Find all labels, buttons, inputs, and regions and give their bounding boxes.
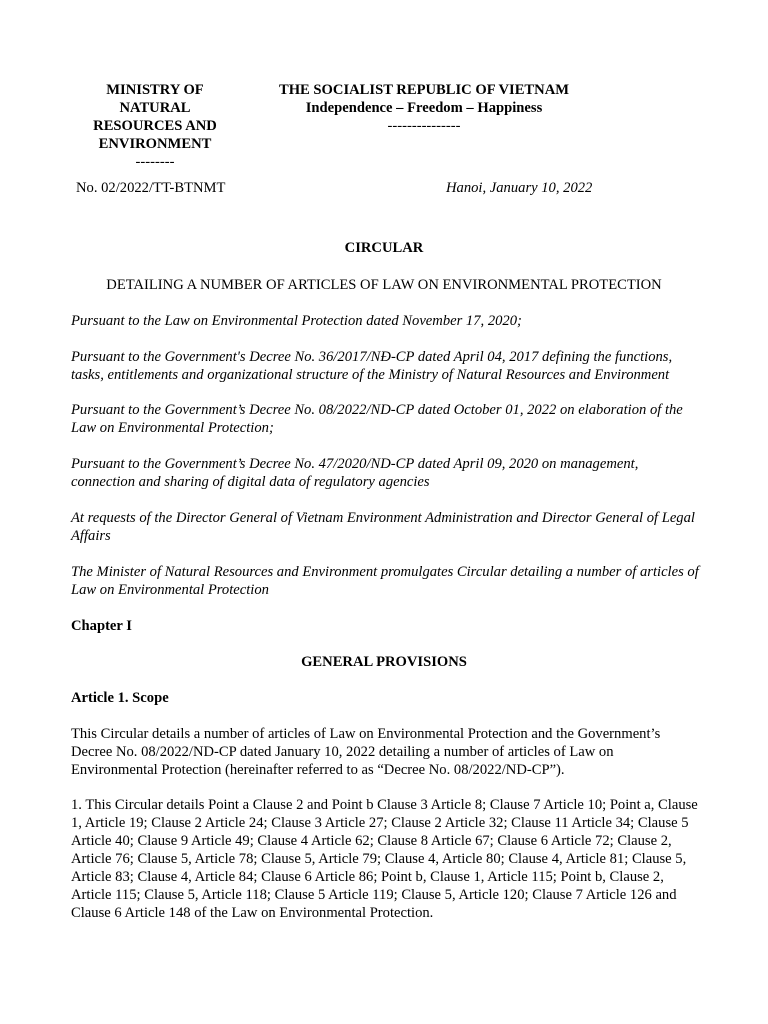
republic-header — [248, 81, 600, 135]
ministry-divider: -------- — [135, 154, 175, 170]
preamble-paragraph: Pursuant to the Government’s Decree No. 47/2020/ND-CP dated April 09, 2020 on management, connection and sharing of digital data of regulatory agencies — [71, 456, 639, 490]
preamble-paragraph: At requests of the Director General of Vietnam Environment Administration and Director General of Legal Affairs — [71, 510, 695, 544]
document-date: Hanoi, January 10, 2022 — [446, 180, 593, 196]
preamble-paragraph: Pursuant to the Government’s Decree No. 08/2022/ND-CP dated October 01, 2022 on elaboration of the Law on Environmental Protection; — [71, 402, 683, 436]
preamble-paragraph: Pursuant to the Government's Decree No. 36/2017/NĐ-CP dated April 04, 2017 defining the functions, tasks, entitlements and organizational structure of the Ministry of Natural Resources and Environment — [71, 349, 673, 383]
chapter-title: GENERAL PROVISIONS — [301, 654, 467, 670]
article-paragraph: This Circular details a number of articles of Law on Environmental Protection and the Government’s Decree No. 08/2022/ND-CP dated January 10, 2022 detailing a number of articles of Law on Environmental Protection (hereinafter referred to as “Decree No. 08/2022/ND-CP”). — [71, 726, 661, 778]
preamble-paragraph: Pursuant to the Law on Environmental Protection dated November 17, 2020; — [71, 313, 522, 329]
ministry-line: MINISTRY OF — [106, 82, 204, 98]
motto-divider: --------------- — [387, 118, 461, 134]
document-number: No. 02/2022/TT-BTNMT — [76, 180, 226, 196]
chapter-heading: Chapter I — [71, 618, 132, 634]
national-motto: Independence – Freedom – Happiness — [305, 100, 543, 116]
article-paragraph: 1. This Circular details Point a Clause 2 and Point b Clause 3 Article 8; Clause 7 Article 10; Point a, Clause 1, Article 19; Clause 2 Article 24; Clause 3 Article 27; Clause 2 Article 32; Clause 11 Article 34; Clause 5 Article 40; Clause 9 Article 49; Clause 4 Article 62; Clause 8 Article 67; Clause 6 Article 72; Clause 2, Article 76; Clause 5, Article 78; Clause 5, Article 79; Clause 4, Article 80; Clause 4, Article 81; Clause 5, Article 83; Clause 4, Article 84; Clause 6 Article 86; Point b, Clause 1, Article 115; Point b, Clause 2, Article 115; Clause 5, Article 118; Clause 5 Article 119; Clause 5, Article 120; Clause 7 Article 126 and Clause 6 Article 148 of the Law on Environmental Protection. — [71, 797, 698, 921]
preamble-paragraph: The Minister of Natural Resources and Environment promulgates Circular detailing a number of articles of Law on Environmental Protection — [71, 564, 699, 598]
ministry-line: NATURAL — [119, 100, 191, 116]
ministry-header — [66, 81, 244, 171]
article-heading: Article 1. Scope — [71, 690, 169, 706]
ministry-line: ENVIRONMENT — [98, 136, 212, 152]
document-title: DETAILING A NUMBER OF ARTICLES OF LAW ON ENVIRONMENTAL PROTECTION — [106, 277, 662, 293]
ministry-line: RESOURCES AND — [93, 118, 217, 134]
document-type: CIRCULAR — [344, 240, 424, 256]
republic-name: THE SOCIALIST REPUBLIC OF VIETNAM — [278, 82, 570, 98]
